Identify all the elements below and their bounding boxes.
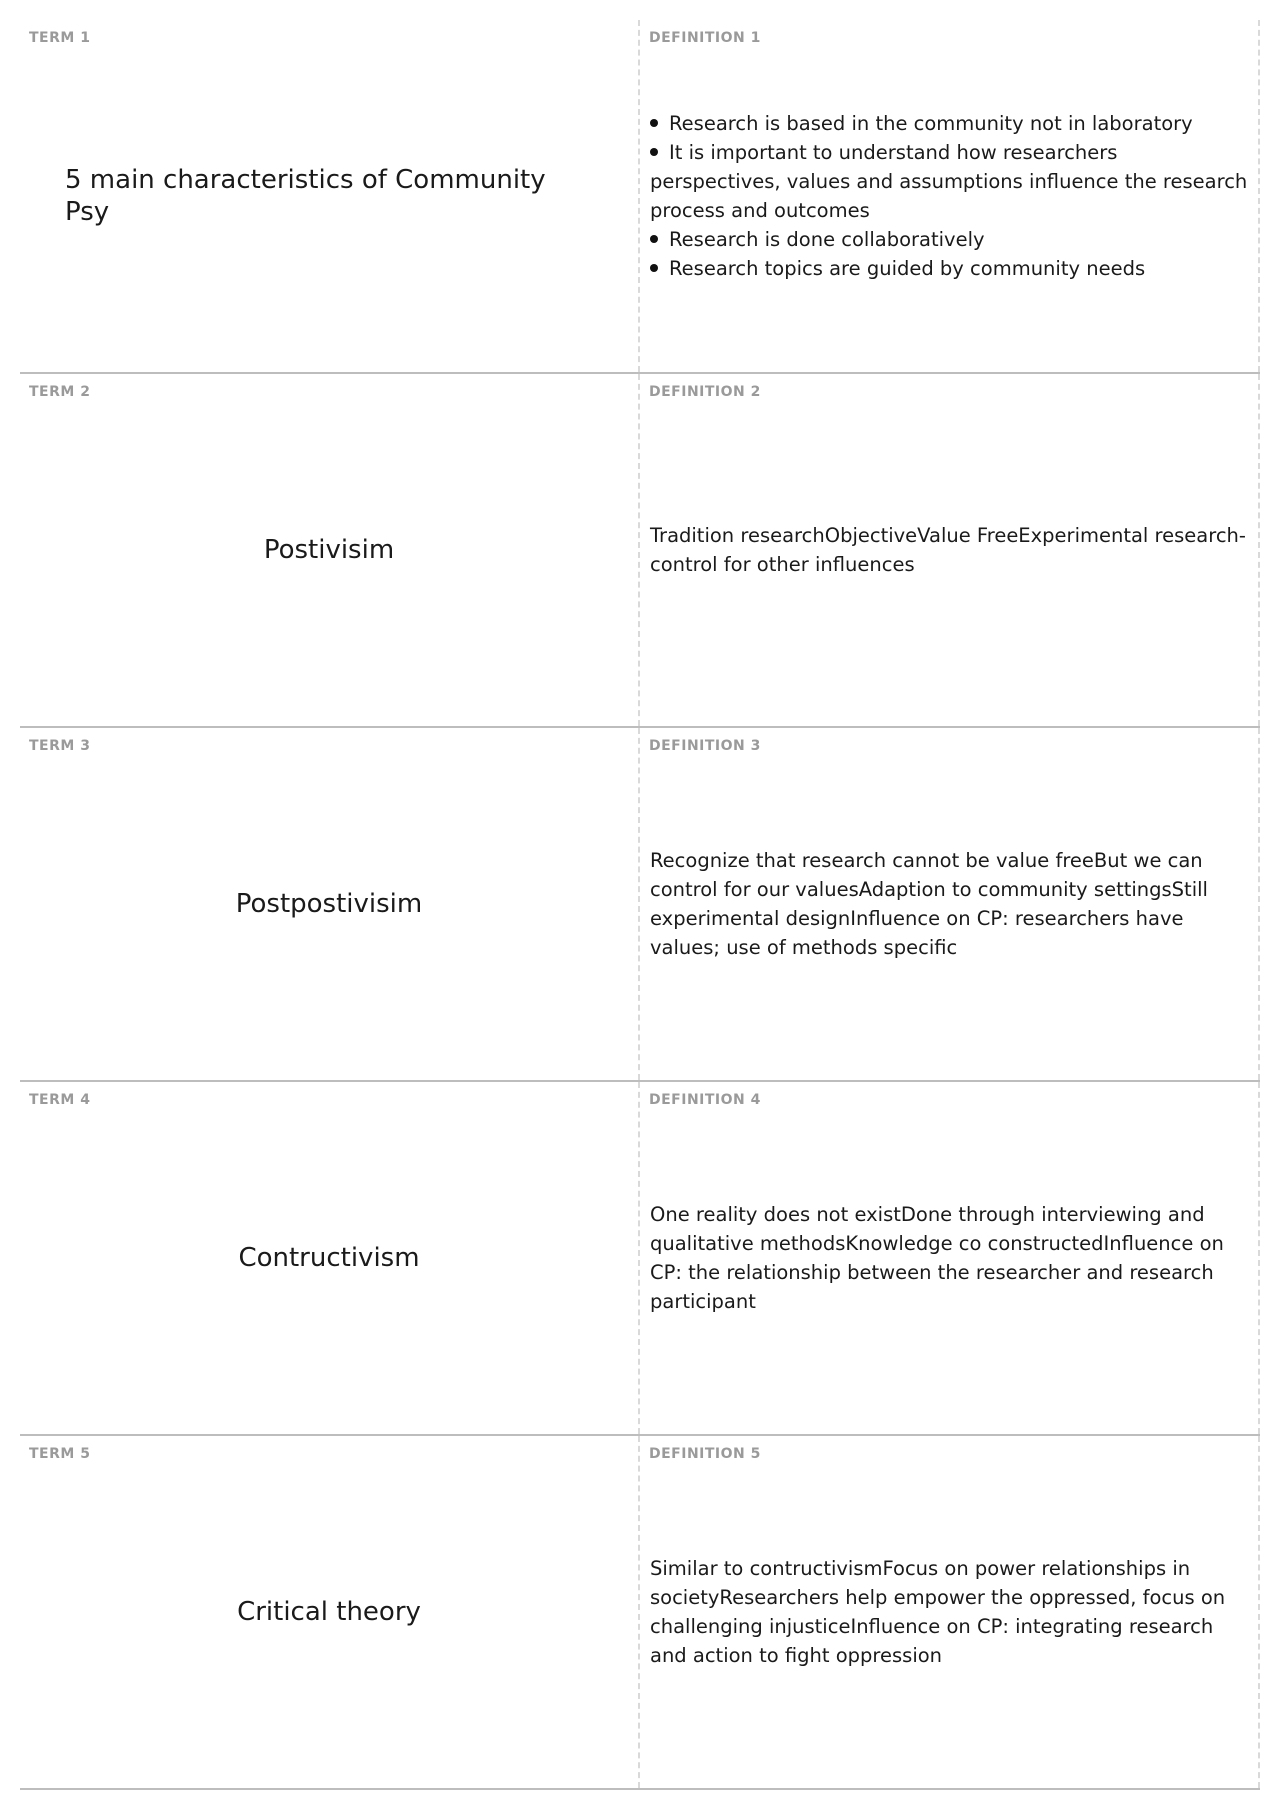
flashcard-row: [20, 728, 1260, 1082]
flashcard-row: [20, 374, 1260, 728]
definition-list-item: Research is based in the community not in laboratory: [650, 109, 1250, 138]
term-label: TERM 5: [29, 1446, 91, 1462]
definition-list: [650, 109, 1250, 283]
term-label: TERM 3: [29, 738, 91, 754]
term-cell: [20, 728, 640, 1080]
term-text: 5 main characteristics of Community Psy: [65, 165, 546, 227]
term-label: TERM 2: [29, 384, 91, 400]
definition-text: Tradition researchObjectiveValue FreeExperimental research- control for other influences: [650, 524, 1246, 576]
term-label: TERM 1: [29, 30, 91, 46]
definition-label: DEFINITION 1: [649, 30, 761, 46]
term-cell: [20, 374, 640, 726]
term-text: Contructivism: [238, 1243, 420, 1273]
flashcard-sheet: [20, 20, 1260, 1790]
term-cell: [20, 1436, 640, 1788]
definition-label: DEFINITION 3: [649, 738, 761, 754]
definition-text: Recognize that research cannot be value freeBut we can control for our valuesAdaption to community settingsStill experimental designInfluence on CP: researchers have values; use of methods specific: [650, 849, 1208, 959]
flashcard-row: [20, 1436, 1260, 1790]
definition-list-item: Research topics are guided by community needs: [650, 254, 1250, 283]
term-cell: [20, 20, 640, 372]
flashcard-row: [20, 1082, 1260, 1436]
definition-cell: [640, 1436, 1260, 1788]
term-text: Postpostivisim: [235, 889, 423, 919]
definition-cell: [640, 20, 1260, 372]
definition-cell: [640, 728, 1260, 1080]
flashcard-row: [20, 20, 1260, 374]
bullet-icon: [650, 225, 669, 254]
term-text: Critical theory: [237, 1597, 421, 1627]
definition-cell: [640, 1082, 1260, 1434]
term-cell: [20, 1082, 640, 1434]
definition-list-item: Research is done collaboratively: [650, 225, 1250, 254]
definition-label: DEFINITION 5: [649, 1446, 761, 1462]
definition-cell: [640, 374, 1260, 726]
definition-label: DEFINITION 2: [649, 384, 761, 400]
term-text: Postivisim: [263, 535, 395, 565]
definition-list-item: It is important to understand how researchers perspectives, values and assumptions influence the research process and outcomes: [650, 138, 1250, 225]
definition-text: [650, 20, 1250, 372]
bullet-icon: [650, 138, 669, 167]
definition-text: One reality does not existDone through interviewing and qualitative methodsKnowledge co constructedInfluence on CP: the relationship between the researcher and research participant: [650, 1203, 1224, 1313]
definition-text: Similar to contructivismFocus on power relationships in societyResearchers help empower the oppressed, focus on challenging injusticeInfluence on CP: integrating research and action to fight oppression: [650, 1557, 1226, 1667]
term-label: TERM 4: [29, 1092, 91, 1108]
bullet-icon: [650, 254, 669, 283]
bullet-icon: [650, 109, 669, 138]
definition-label: DEFINITION 4: [649, 1092, 761, 1108]
